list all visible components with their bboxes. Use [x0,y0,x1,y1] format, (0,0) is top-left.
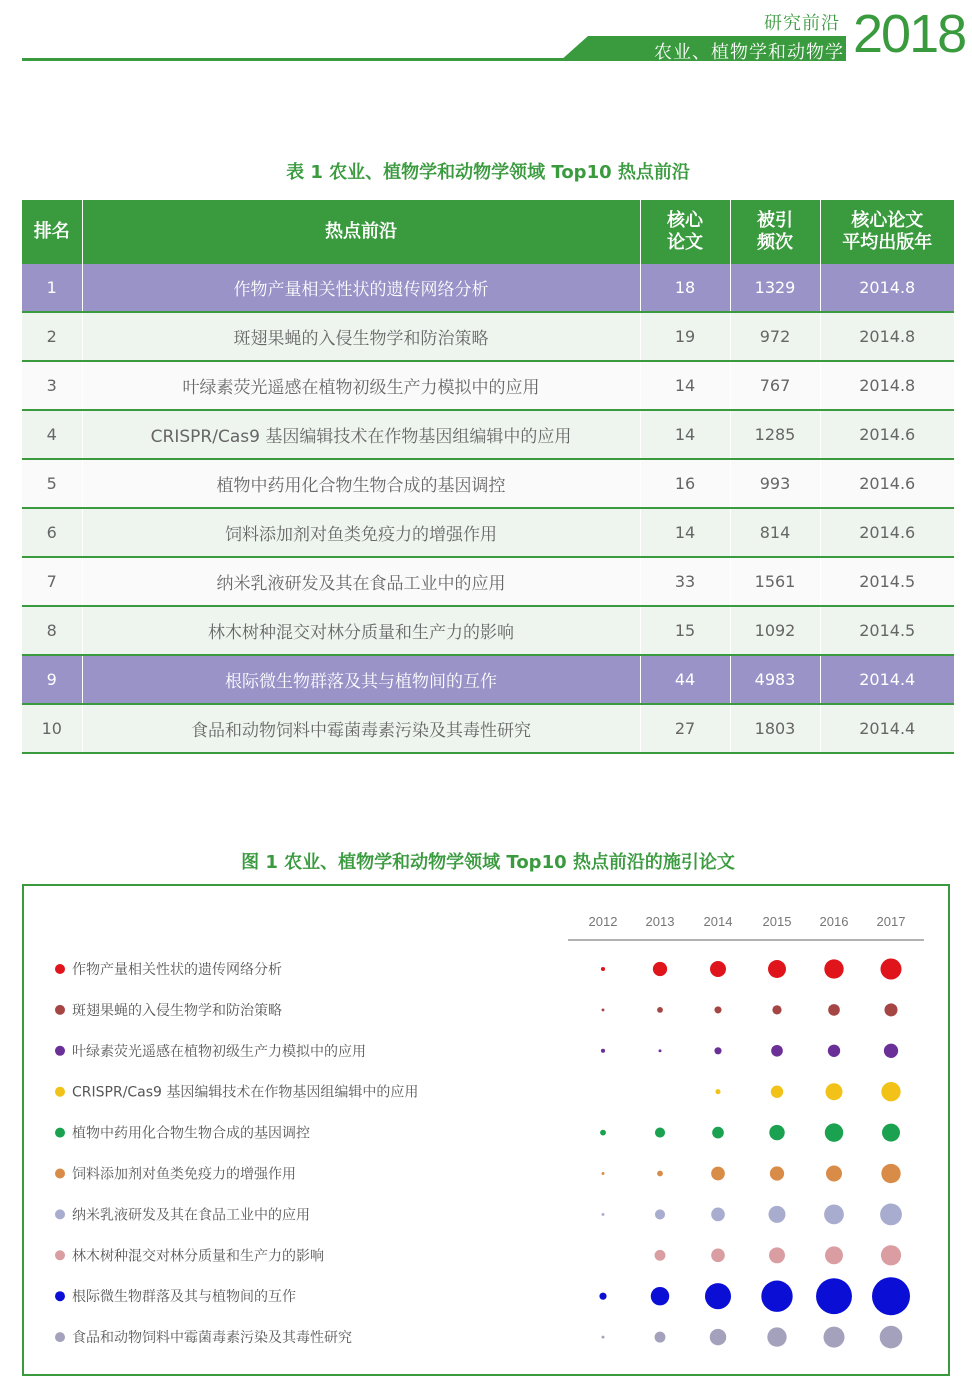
bubble [711,1208,725,1222]
legend-label: 林木树种混交对林分质量和生产力的影响 [72,1248,324,1265]
bubble [884,1044,898,1058]
year-label: 2012 [588,914,618,929]
legend-label: 根际微生物群落及其与植物间的互作 [72,1289,296,1306]
cell-citations: 1329 [730,264,820,312]
legend-dot [55,1005,65,1015]
cell-topic: CRISPR/Cas9 基因编辑技术在作物基因组编辑中的应用 [82,410,640,459]
cell-avg-year: 2014.6 [820,410,954,459]
bubble [657,1007,663,1013]
table-row [22,410,954,459]
cell-rank: 7 [22,557,82,606]
cell-avg-year: 2014.4 [820,655,954,704]
legend-dot [55,1046,65,1056]
bubble [825,1123,843,1141]
legend-dot [55,964,65,974]
header-year: 2018 [853,4,966,64]
bubble [884,1003,897,1016]
cell-avg-year: 2014.6 [820,459,954,508]
legend-label: 作物产量相关性状的遗传网络分析 [72,962,282,978]
bubble [600,1130,606,1136]
bubble-chart [24,886,948,1374]
legend-label: 植物中药用化合物生物合成的基因调控 [72,1125,310,1142]
cell-rank: 3 [22,361,82,410]
bubble [761,1281,792,1312]
header-topic: 热点前沿 [82,200,640,264]
cell-core-papers: 14 [640,508,730,557]
cell-topic: 斑翅果蝇的入侵生物学和防治策略 [82,312,640,361]
cell-topic: 纳米乳液研发及其在食品工业中的应用 [82,557,640,606]
header-section-label: 研究前沿 [764,13,840,34]
header-core-papers [640,200,730,264]
cell-rank: 9 [22,655,82,704]
cell-topic: 饲料添加剂对鱼类免疫力的增强作用 [82,508,640,557]
chart-caption: 图 1 农业、植物学和动物学领域 Top10 热点前沿的施引论文 [241,852,735,873]
cell-citations: 767 [730,361,820,410]
legend-dot [55,1250,65,1260]
bubble [872,1277,910,1315]
bubble [655,1128,665,1138]
year-label: 2017 [876,914,906,929]
bubble [771,1086,783,1098]
cell-core-papers: 18 [640,264,730,312]
bubble [880,1204,902,1226]
bubble [711,1167,725,1181]
bubble [825,1246,843,1264]
header-cites-line1: 被引 [757,210,793,231]
bubble [769,1206,786,1223]
table-row [22,508,954,557]
table-row [22,557,954,606]
cell-citations: 1285 [730,410,820,459]
header-year-line1: 核心论文 [851,210,924,231]
legend-label: 饲料添加剂对鱼类免疫力的增强作用 [72,1166,296,1183]
cell-rank: 2 [22,312,82,361]
bubble [653,962,667,976]
bubble [816,1278,852,1314]
bubble [655,1250,666,1261]
table-header-row [22,200,954,264]
bubble [712,1127,724,1139]
legend-dot [55,1332,65,1342]
table-row [22,704,954,753]
bubble [710,1329,726,1345]
cell-core-papers: 27 [640,704,730,753]
legend-label: CRISPR/Cas9 基因编辑技术在作物基因组编辑中的应用 [72,1084,419,1101]
cell-citations: 1803 [730,704,820,753]
cell-core-papers: 44 [640,655,730,704]
bubble [880,1326,903,1349]
cell-rank: 8 [22,606,82,655]
cell-rank: 10 [22,704,82,753]
bubble [880,958,901,979]
bubble [599,1293,606,1300]
bubble [601,967,605,971]
cell-core-papers: 16 [640,459,730,508]
year-label: 2016 [819,914,849,929]
header-core-line1: 核心 [667,210,703,231]
header-avg-year [820,200,954,264]
header-cites-line2: 频次 [757,232,793,253]
bubble [881,1082,900,1101]
cell-citations: 993 [730,459,820,508]
bubble [824,959,843,978]
bubble [881,1164,900,1183]
year-label: 2013 [645,914,675,929]
bubble [659,1049,662,1052]
chart-frame [22,884,950,1376]
cell-core-papers: 15 [640,606,730,655]
table-row [22,606,954,655]
bubble [710,961,726,977]
header-subtitle: 农业、植物学和动物学 [654,42,844,63]
bubble [824,1205,844,1225]
bubble [828,1004,840,1016]
cell-rank: 4 [22,410,82,459]
cell-core-papers: 33 [640,557,730,606]
legend-label: 纳米乳液研发及其在食品工业中的应用 [72,1207,310,1224]
bubble [715,1089,720,1094]
cell-avg-year: 2014.8 [820,312,954,361]
bubble [826,1083,843,1100]
bubble [881,1245,901,1265]
cell-core-papers: 14 [640,361,730,410]
bubble [714,1047,721,1054]
cell-avg-year: 2014.8 [820,264,954,312]
cell-topic: 林木树种混交对林分质量和生产力的影响 [82,606,640,655]
bubble [828,1045,840,1057]
bubble [657,1171,663,1177]
cell-citations: 972 [730,312,820,361]
bubble [714,1006,721,1013]
table-row [22,312,954,361]
bubble [601,1049,605,1053]
bubble [772,1005,781,1014]
table-caption: 表 1 农业、植物学和动物学领域 Top10 热点前沿 [286,162,690,183]
table-row [22,264,954,312]
table-row [22,361,954,410]
cell-citations: 1092 [730,606,820,655]
header-core-line2: 论文 [667,232,703,253]
cell-topic: 根际微生物群落及其与植物间的互作 [82,655,640,704]
legend-label: 食品和动物饲料中霉菌毒素污染及其毒性研究 [72,1330,352,1347]
legend-dot [55,1169,65,1179]
bubble [602,1336,605,1339]
bubble [651,1287,669,1305]
cell-citations: 4983 [730,655,820,704]
bubble [602,1213,605,1216]
legend-dot [55,1087,65,1097]
legend-dot [55,1291,65,1301]
header-year-line2: 平均出版年 [842,232,933,253]
bubble [655,1209,665,1219]
cell-citations: 814 [730,508,820,557]
bubble [882,1124,900,1142]
bubble [769,1247,785,1263]
legend-label: 斑翅果蝇的入侵生物学和防治策略 [72,1002,282,1019]
cell-topic: 食品和动物饲料中霉菌毒素污染及其毒性研究 [82,704,640,753]
cell-avg-year: 2014.6 [820,508,954,557]
bubble [711,1248,725,1262]
year-label: 2015 [762,914,792,929]
legend-dot [55,1128,65,1138]
bubble [767,1327,786,1346]
bubble [705,1283,731,1309]
bubble [826,1166,842,1182]
cell-core-papers: 14 [640,410,730,459]
cell-citations: 1561 [730,557,820,606]
cell-rank: 1 [22,264,82,312]
bubble [770,1166,784,1180]
hotspot-table [22,200,954,754]
cell-rank: 6 [22,508,82,557]
cell-avg-year: 2014.5 [820,557,954,606]
bubble [769,1125,784,1140]
bubble [823,1327,844,1348]
cell-topic: 作物产量相关性状的遗传网络分析 [82,264,640,312]
cell-avg-year: 2014.8 [820,361,954,410]
bubble [602,1172,605,1175]
legend-label: 叶绿素荧光遥感在植物初级生产力模拟中的应用 [72,1043,366,1060]
bubble [768,960,786,978]
bubble [602,1008,605,1011]
header-rank: 排名 [22,200,82,264]
cell-topic: 植物中药用化合物生物合成的基因调控 [82,459,640,508]
cell-core-papers: 19 [640,312,730,361]
legend-dot [55,1209,65,1219]
cell-rank: 5 [22,459,82,508]
bubble [655,1332,666,1343]
cell-avg-year: 2014.4 [820,704,954,753]
header-citations [730,200,820,264]
cell-avg-year: 2014.5 [820,606,954,655]
cell-topic: 叶绿素荧光遥感在植物初级生产力模拟中的应用 [82,361,640,410]
table-row [22,459,954,508]
table-row [22,655,954,704]
bubble [771,1045,783,1057]
year-label: 2014 [703,914,733,929]
